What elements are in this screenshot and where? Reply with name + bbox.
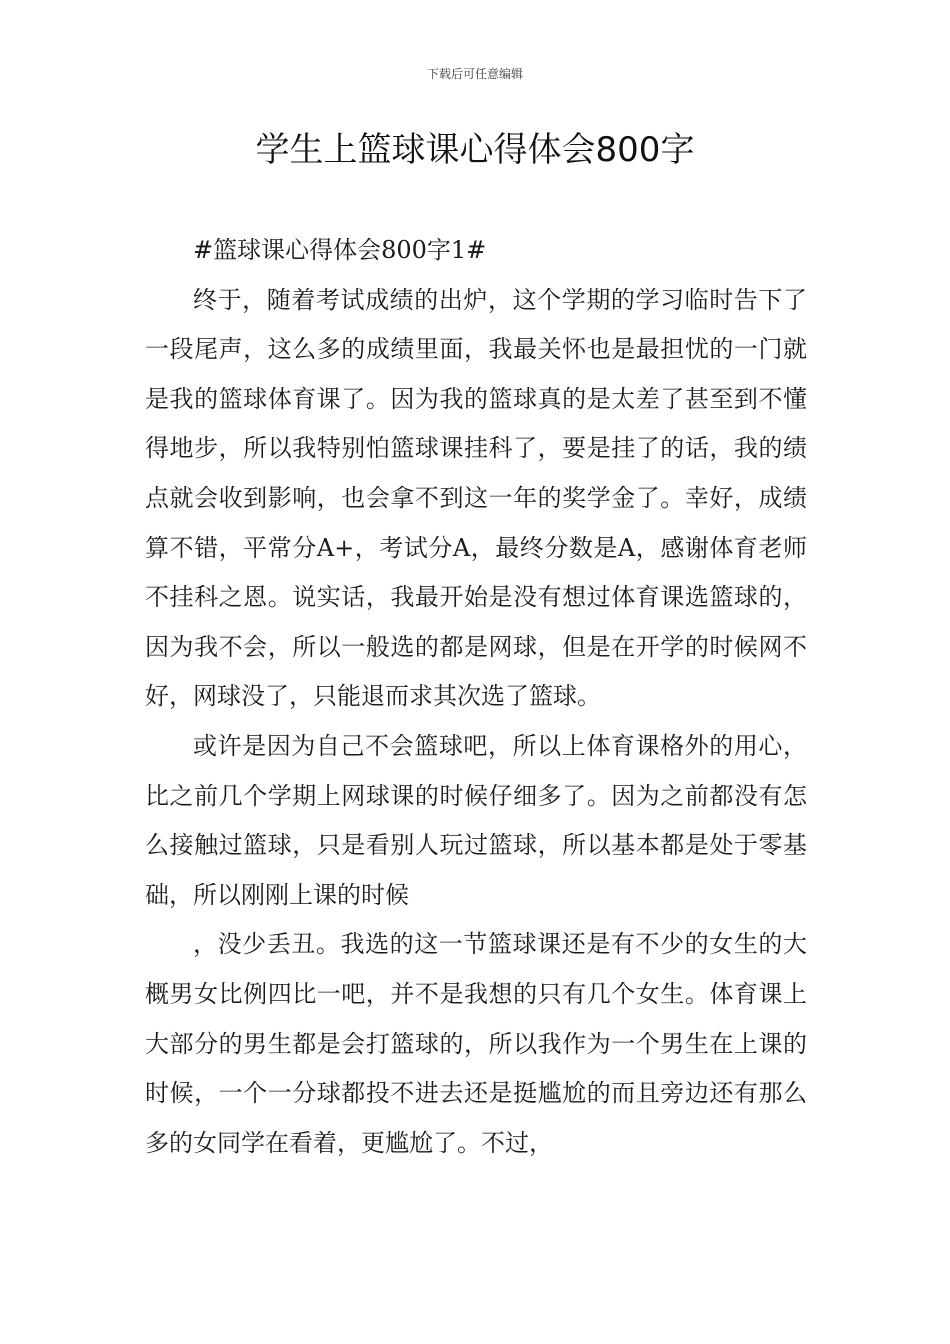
paragraph-2: 或许是因为自己不会篮球吧，所以上体育课格外的用心，比之前几个学期上网球课的时候仔细多了。因为之前都没有怎么接触过篮球，只是看别人玩过篮球，所以基本都是处于零基础，所以刚刚上课的时候	[145, 731, 807, 909]
section-heading: #篮球课心得体会800字1#	[193, 236, 487, 264]
header-note: 下载后可任意编辑	[426, 67, 523, 81]
paragraph-1: 终于，随着考试成绩的出炉，这个学期的学习临时告下了一段尾声，这么多的成绩里面，我最关怀也是最担忧的一门就是我的篮球体育课了。因为我的篮球真的是太差了甚至到不懂得地步，所以我特别怕篮球课挂科了，要是挂了的话，我的绩点就会收到影响，也会拿不到这一年的奖学金了。幸好，成绩算不错，平常分A+，考试分A，最终分数是A，感谢体育老师不挂科之恩。说实话，我最开始是没有想过体育课选篮球的，因为我不会，所以一般选的都是网球，但是在开学的时候网不好，网球没了，只能退而求其次选了篮球。	[145, 285, 807, 711]
document-body	[145, 226, 807, 1168]
paragraph-3: ，没少丢丑。我选的这一节篮球课还是有不少的女生的大概男女比例四比一吧，并不是我想的只有几个女生。体育课上大部分的男生都是会打篮球的，所以我作为一个男生在上课的时候，一个一分球都投不进去还是挺尴尬的而且旁边还有那么多的女同学在看着，更尴尬了。不过，	[145, 930, 807, 1157]
document-title: 学生上篮球课心得体会800字	[255, 130, 695, 170]
